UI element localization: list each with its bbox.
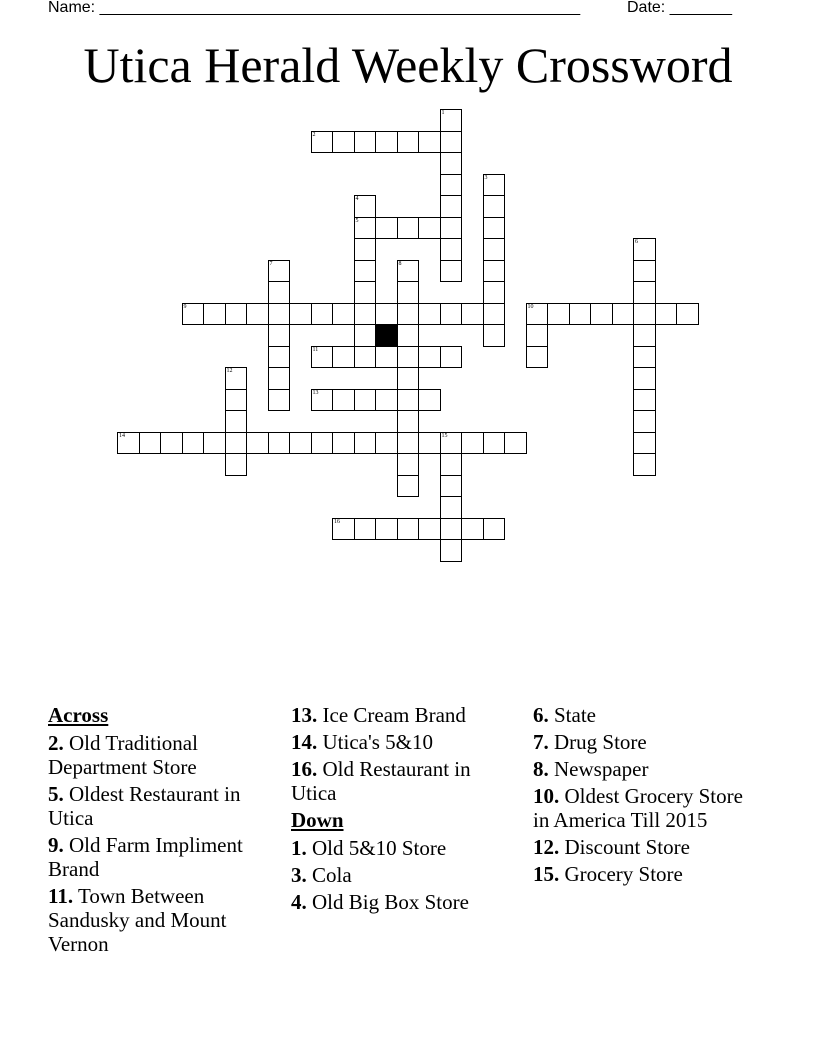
grid-cell[interactable]	[418, 131, 441, 154]
grid-cell[interactable]	[203, 432, 226, 455]
clue-across-14: 14. Utica's 5&10	[291, 730, 434, 754]
clue-number: 8	[398, 260, 402, 267]
grid-cell[interactable]	[440, 346, 463, 369]
date-field-label: Date: _______	[627, 0, 732, 16]
clue-down-1: 1. Old 5&10 Store	[291, 836, 447, 860]
grid-cell[interactable]	[246, 432, 269, 455]
clue-down-6: 6. State	[533, 703, 596, 727]
grid-cell[interactable]	[354, 389, 377, 412]
grid-cell[interactable]	[418, 518, 441, 541]
grid-cell[interactable]	[655, 303, 678, 326]
grid-cell[interactable]	[397, 346, 420, 369]
grid-cell[interactable]	[397, 303, 420, 326]
grid-cell[interactable]	[440, 453, 463, 476]
grid-cell[interactable]	[504, 432, 527, 455]
grid-cell[interactable]	[354, 432, 377, 455]
grid-cell[interactable]	[676, 303, 699, 326]
grid-cell[interactable]	[483, 260, 506, 283]
grid-cell[interactable]	[612, 303, 635, 326]
grid-cell[interactable]	[397, 475, 420, 498]
clue-down-15: 15. Grocery Store	[533, 862, 683, 886]
grid-cell[interactable]	[354, 131, 377, 154]
clue-number: 4	[355, 196, 359, 202]
grid-cell[interactable]	[440, 432, 463, 455]
grid-cell[interactable]	[332, 518, 355, 541]
clue-number: 1	[441, 110, 445, 116]
grid-cell[interactable]	[375, 432, 398, 455]
grid-cell[interactable]	[483, 432, 506, 455]
grid-cell[interactable]	[397, 217, 420, 240]
grid-cell[interactable]	[354, 281, 377, 304]
grid-cell[interactable]	[225, 410, 248, 433]
clue-number: 15	[441, 432, 448, 439]
grid-cell[interactable]	[483, 518, 506, 541]
grid-cell[interactable]	[311, 346, 334, 369]
clue-number: 14	[119, 432, 125, 439]
clue-number: 5	[355, 217, 359, 224]
grid-cell[interactable]	[289, 432, 312, 455]
grid-cell[interactable]	[440, 217, 463, 240]
grid-cell[interactable]	[483, 217, 506, 240]
clue-across-5: 5. Oldest Restaurant in Utica	[48, 782, 241, 830]
grid-cell[interactable]	[268, 303, 291, 326]
grid-cell[interactable]	[268, 260, 291, 283]
grid-cell[interactable]	[418, 303, 441, 326]
grid-cell[interactable]	[332, 303, 355, 326]
grid-cell[interactable]	[375, 518, 398, 541]
grid-cell[interactable]	[397, 324, 420, 347]
grid-cell[interactable]	[332, 389, 355, 412]
grid-cell[interactable]	[633, 281, 656, 304]
grid-cell[interactable]	[268, 432, 291, 455]
grid-cell[interactable]	[139, 432, 162, 455]
grid-cell[interactable]	[483, 303, 506, 326]
grid-cell[interactable]	[354, 260, 377, 283]
grid-cell[interactable]	[633, 389, 656, 412]
grid-cell[interactable]	[332, 432, 355, 455]
grid-cell[interactable]	[397, 518, 420, 541]
grid-cell[interactable]	[440, 475, 463, 498]
grid-cell[interactable]	[375, 217, 398, 240]
clue-column-2	[291, 703, 513, 917]
grid-cell[interactable]	[526, 346, 549, 369]
grid-cell[interactable]	[569, 303, 592, 326]
grid-cell[interactable]	[225, 432, 248, 455]
grid-cell[interactable]	[225, 389, 248, 412]
clue-across-16: 16. Old Restaurant in Utica	[291, 757, 471, 805]
clue-number: 16	[334, 518, 340, 525]
grid-cell[interactable]	[397, 432, 420, 455]
grid-cell[interactable]	[440, 195, 463, 218]
grid-cell[interactable]	[397, 453, 420, 476]
grid-cell[interactable]	[440, 518, 463, 541]
grid-cell[interactable]	[418, 346, 441, 369]
grid-cell[interactable]	[633, 367, 656, 390]
clue-number: 10	[527, 303, 534, 310]
name-field-label: Name: ______________________________________________________	[48, 0, 581, 16]
grid-cell[interactable]	[182, 432, 205, 455]
grid-cell[interactable]	[483, 324, 506, 347]
grid-cell[interactable]	[332, 131, 355, 154]
black-square	[375, 324, 398, 347]
grid-cell[interactable]	[633, 453, 656, 476]
clue-number: 9	[183, 303, 187, 310]
grid-cell[interactable]	[483, 195, 506, 218]
grid-cell[interactable]	[440, 152, 463, 175]
grid-cell[interactable]	[590, 303, 613, 326]
grid-cell[interactable]	[633, 410, 656, 433]
grid-cell[interactable]	[268, 389, 291, 412]
grid-cell[interactable]	[397, 410, 420, 433]
clue-down-3: 3. Cola	[291, 863, 352, 887]
grid-cell[interactable]	[354, 238, 377, 261]
grid-cell[interactable]	[332, 346, 355, 369]
clue-across-13: 13. Ice Cream Brand	[291, 703, 466, 727]
grid-cell[interactable]	[268, 346, 291, 369]
grid-cell[interactable]	[633, 303, 656, 326]
grid-cell[interactable]	[354, 217, 377, 240]
grid-cell[interactable]	[440, 131, 463, 154]
down-heading: Down	[291, 808, 344, 832]
grid-cell[interactable]	[225, 453, 248, 476]
grid-cell[interactable]	[440, 260, 463, 283]
clue-column-3	[533, 703, 755, 889]
grid-cell[interactable]	[225, 367, 248, 390]
clue-number: 3	[484, 174, 488, 181]
clue-number: 13	[312, 389, 319, 396]
grid-cell[interactable]	[440, 174, 463, 197]
clue-across-9: 9. Old Farm Impliment Brand	[48, 833, 243, 881]
clue-down-4: 4. Old Big Box Store	[291, 890, 469, 914]
grid-cell[interactable]	[440, 496, 463, 519]
grid-cell[interactable]	[397, 281, 420, 304]
clue-across-11: 11. Town Between Sandusky and Mount Vernon	[48, 884, 227, 956]
grid-cell[interactable]	[526, 324, 549, 347]
grid-cell[interactable]	[354, 195, 377, 218]
clue-column-1	[48, 703, 270, 959]
grid-cell[interactable]	[397, 389, 420, 412]
grid-cell[interactable]	[418, 389, 441, 412]
grid-cell[interactable]	[375, 131, 398, 154]
grid-cell[interactable]	[397, 367, 420, 390]
grid-cell[interactable]	[633, 346, 656, 369]
grid-cell[interactable]	[461, 432, 484, 455]
grid-cell[interactable]	[268, 281, 291, 304]
grid-cell[interactable]	[225, 303, 248, 326]
grid-cell[interactable]	[311, 303, 334, 326]
grid-cell[interactable]	[418, 432, 441, 455]
grid-cell[interactable]	[461, 518, 484, 541]
grid-cell[interactable]	[633, 324, 656, 347]
grid-cell[interactable]	[354, 518, 377, 541]
grid-cell[interactable]	[397, 131, 420, 154]
grid-cell[interactable]	[117, 432, 140, 455]
grid-cell[interactable]	[182, 303, 205, 326]
clue-down-10: 10. Oldest Grocery Store in America Till 2015	[533, 784, 743, 832]
grid-cell[interactable]	[483, 238, 506, 261]
grid-cell[interactable]	[289, 303, 312, 326]
grid-cell[interactable]	[311, 432, 334, 455]
clue-down-12: 12. Discount Store	[533, 835, 690, 859]
clue-down-7: 7. Drug Store	[533, 730, 647, 754]
grid-cell[interactable]	[440, 238, 463, 261]
page-title: Utica Herald Weekly Crossword	[83, 37, 733, 93]
grid-cell[interactable]	[268, 324, 291, 347]
grid-cell[interactable]	[526, 303, 549, 326]
grid-cell[interactable]	[375, 303, 398, 326]
grid-cell[interactable]	[418, 217, 441, 240]
clue-number: 11	[312, 346, 319, 353]
grid-cell[interactable]	[311, 131, 334, 154]
clue-down-8: 8. Newspaper	[533, 757, 649, 781]
grid-cell[interactable]	[633, 432, 656, 455]
clue-number: 2	[312, 131, 316, 138]
grid-cell[interactable]	[633, 238, 656, 261]
across-heading: Across	[48, 703, 109, 727]
clue-number: 7	[269, 260, 273, 267]
grid-cell[interactable]	[461, 303, 484, 326]
grid-cell[interactable]	[440, 303, 463, 326]
grid-cell[interactable]	[483, 281, 506, 304]
grid-cell[interactable]	[354, 324, 377, 347]
grid-cell[interactable]	[354, 303, 377, 326]
grid-cell[interactable]	[203, 303, 226, 326]
grid-cell[interactable]	[311, 389, 334, 412]
clue-number: 6	[635, 239, 638, 245]
grid-cell[interactable]	[440, 539, 463, 562]
grid-cell[interactable]	[375, 346, 398, 369]
grid-cell[interactable]	[397, 260, 420, 283]
grid-cell[interactable]	[483, 174, 506, 197]
grid-cell[interactable]	[354, 346, 377, 369]
grid-cell[interactable]	[547, 303, 570, 326]
grid-cell[interactable]	[246, 303, 269, 326]
grid-cell[interactable]	[375, 389, 398, 412]
clue-across-2: 2. Old Traditional Department Store	[48, 731, 198, 779]
grid-cell[interactable]	[268, 367, 291, 390]
grid-cell[interactable]	[633, 260, 656, 283]
grid-cell[interactable]	[160, 432, 183, 455]
grid-cell[interactable]	[440, 109, 463, 132]
clue-number: 12	[226, 368, 233, 374]
